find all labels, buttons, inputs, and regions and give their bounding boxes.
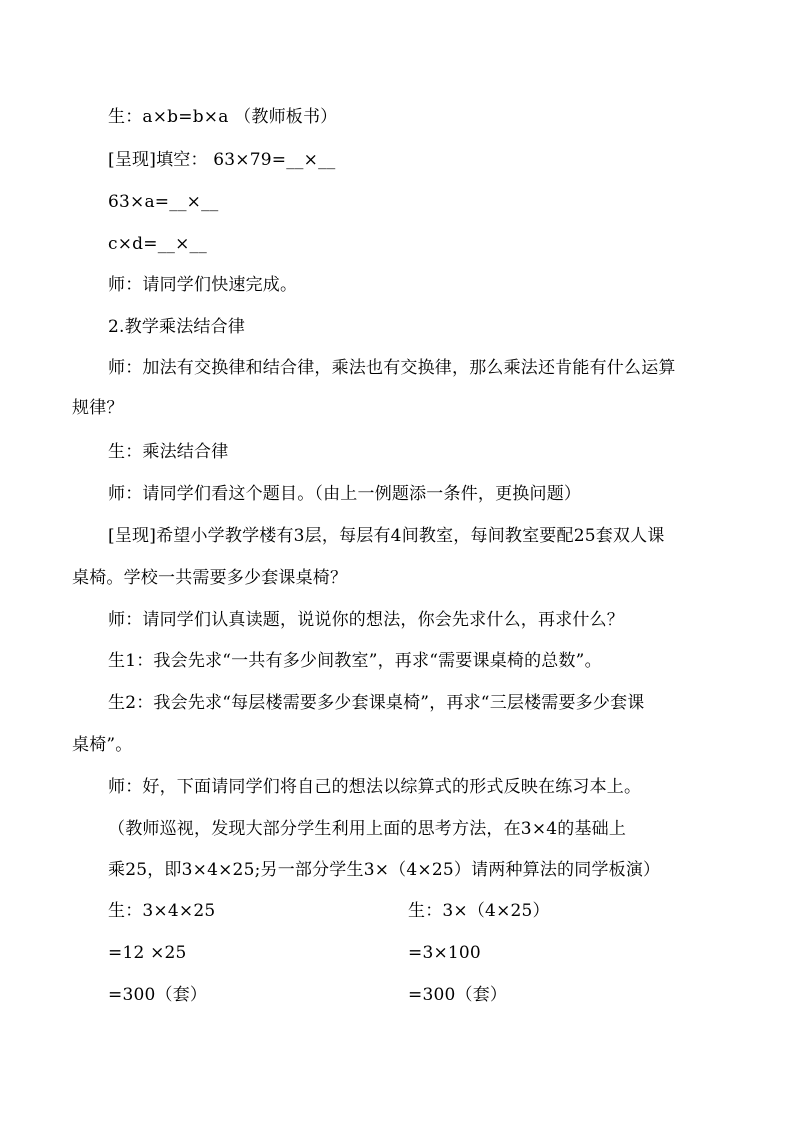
calc-right-line-1: 生：3×（4×25） [408,901,550,921]
calc-right-line-2: =3×100 [408,943,481,963]
student-2-answer-line-2: 桌椅”。 [72,735,133,755]
teacher-question-line-2: 规律？ [72,398,124,418]
teacher-question-line-1: 师：加法有交换律和结合律，乘法也有交换律，那么乘法还肯能有什么运算 [108,358,676,378]
section-heading-associative: 2.教学乘法结合律 [108,317,246,337]
fill-blank-item-2: 63×a=__×__ [108,192,219,212]
fill-blank-item-3: c×d=__×__ [108,234,207,254]
calc-left-line-3: =300（套） [108,985,208,1005]
calc-left-line-1: 生：3×4×25 [108,901,216,921]
teacher-observation-line-2: 乘25，即3×4×25;另一部分学生3×（4×25）请两种算法的同学板演） [108,860,661,880]
teacher-observation-line-1: （教师巡视，发现大部分学生利用上面的思考方法，在3×4的基础上 [108,819,627,839]
student-1-answer: 生1：我会先求“一共有多少间教室”，再求“需要课桌椅的总数”。 [108,651,602,671]
calc-right-line-3: =300（套） [408,985,508,1005]
student-2-answer-line-1: 生2：我会先求“每层楼需要多少套课桌椅”，再求“三层楼需要多少套课 [108,693,645,713]
problem-line-2: 桌椅。学校一共需要多少套课桌椅？ [72,568,348,588]
student-answer-commutative: 生：a×b=b×a （教师板书） [108,107,338,127]
problem-line-1: [呈现]希望小学教学楼有3层，每层有4间教室，每间教室要配25套双人课 [108,526,665,546]
teacher-instruction-4: 师：好，下面请同学们将自己的想法以综算式的形式反映在练习本上。 [108,777,642,797]
teacher-instruction-2: 师：请同学们看这个题目。（由上一例题添一条件，更换问题） [108,484,582,504]
teacher-instruction-1: 师：请同学们快速完成。 [108,275,298,295]
calc-left-line-2: =12 ×25 [108,943,187,963]
fill-blank-prompt: [呈现]填空： 63×79=__×__ [108,150,336,170]
student-answer-associative: 生：乘法结合律 [108,442,229,462]
teacher-instruction-3: 师：请同学们认真读题，说说你的想法，你会先求什么，再求什么？ [108,610,624,630]
